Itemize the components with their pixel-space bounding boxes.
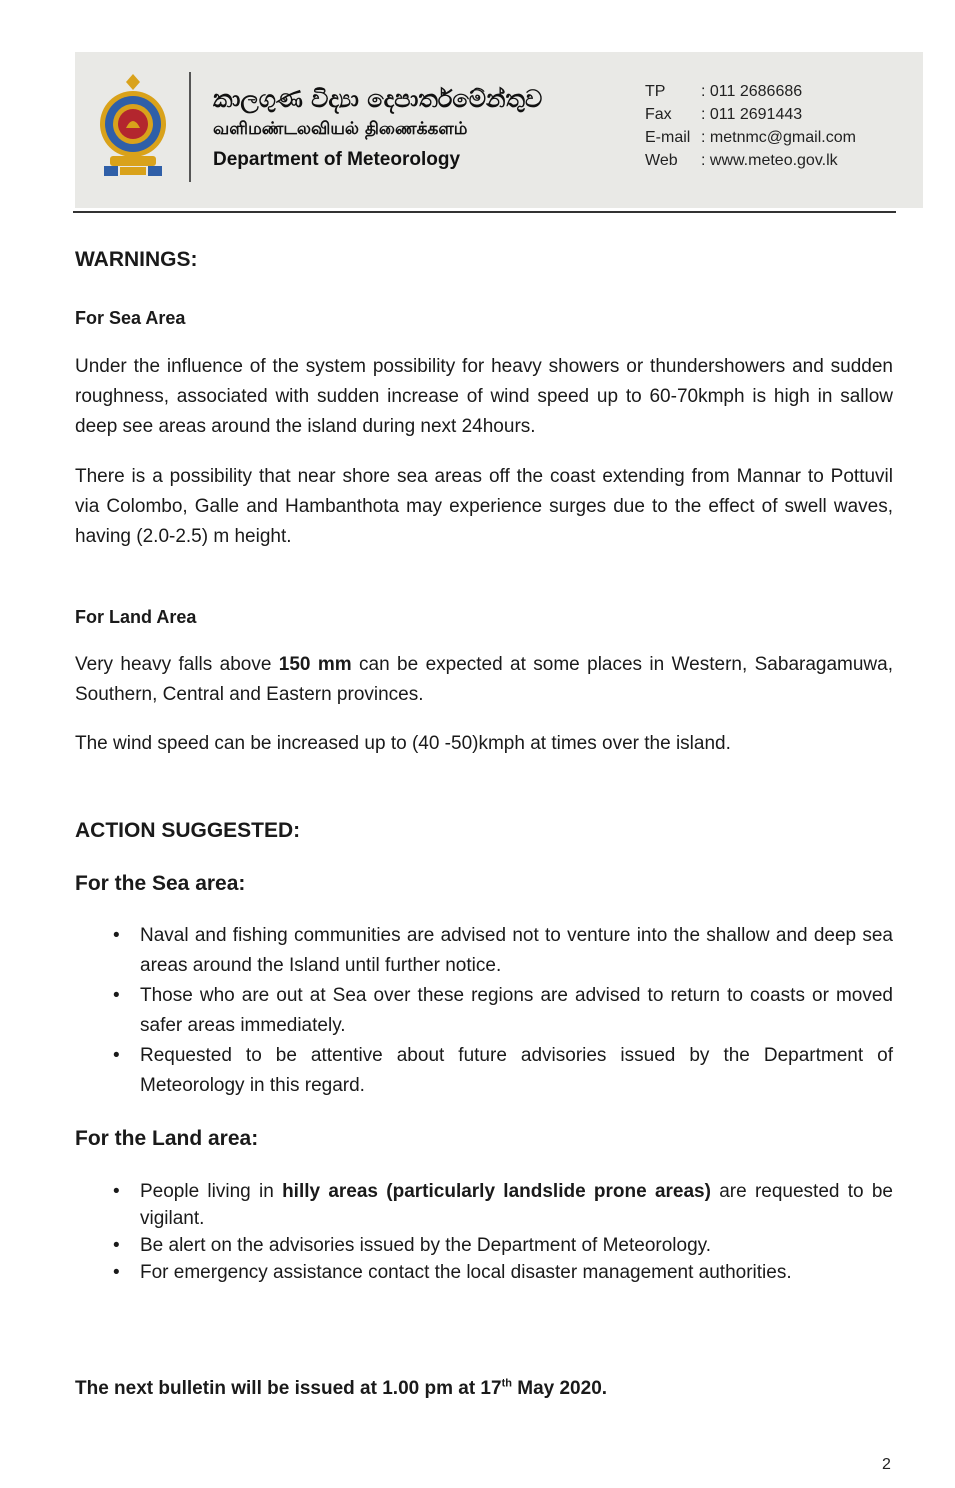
list-item: • Those who are out at Sea over these regions are advised to return to coasts or moved safer areas immediately. xyxy=(113,985,893,1036)
sea-action-heading: For the Sea area: xyxy=(75,872,246,895)
sea-warning-paragraph-1: Under the influence of the system possibility for heavy showers or thundershowers and sudden roughness, associated with sudden increase of wind speed up to 60-70kmph is high in sallow deep see areas around the island during next 24hours. xyxy=(75,356,893,437)
org-name-tamil: வளிமண்டலவியல் திணைக்களம் xyxy=(213,119,468,139)
sea-action-list xyxy=(75,921,893,1101)
land-action-list xyxy=(75,1178,893,1286)
warnings-title: WARNINGS: xyxy=(75,248,198,271)
contact-row-fax xyxy=(645,103,856,126)
next-bulletin-notice: The next bulletin will be issued at 1.00 pm at 17th May 2020. xyxy=(75,1377,608,1399)
page-number: 2 xyxy=(882,1456,891,1473)
list-item: • Requested to be attentive about future advisories issued by the Department of Meteorology in this regard. xyxy=(113,1045,893,1096)
sea-area-heading: For Sea Area xyxy=(75,308,186,328)
header-rule xyxy=(73,211,896,213)
land-action-heading: For the Land area: xyxy=(75,1127,259,1150)
land-area-heading: For Land Area xyxy=(75,607,197,627)
contact-label: Fax xyxy=(645,106,672,123)
contact-row-tp xyxy=(645,80,856,103)
contact-details xyxy=(645,80,856,172)
contact-value: : metnmc@gmail.com xyxy=(701,129,856,146)
land-warning-paragraph-2: The wind speed can be increased up to (40 -50)kmph at times over the island. xyxy=(75,733,731,754)
contact-value: : www.meteo.gov.lk xyxy=(701,152,838,169)
list-item: • Naval and fishing communities are advised not to venture into the shallow and deep sea areas around the Island until further notice. xyxy=(113,925,893,976)
sri-lanka-emblem-icon xyxy=(96,72,170,178)
organization-names xyxy=(213,84,542,174)
list-item: • Be alert on the advisories issued by the Department of Meteorology. xyxy=(113,1235,712,1256)
list-item: • People living in hilly areas (particularly landslide prone areas) are requested to be vigilant. xyxy=(113,1181,893,1229)
contact-label: TP xyxy=(645,83,666,100)
org-name-sinhala: කාලගුණ විද්‍යා දෙපාර්තමේන්තුව xyxy=(213,85,543,113)
contact-row-web xyxy=(645,149,856,172)
contact-value: : 011 2691443 xyxy=(701,106,803,123)
sea-warning-paragraph-2: There is a possibility that near shore sea areas off the coast extending from Mannar to Pottuvil via Colombo, Galle and Hambanthota may experience surges due to the effect of swell waves, having (2.0-2.5) m height. xyxy=(75,466,893,547)
contact-value: : 011 2686686 xyxy=(701,83,803,100)
contact-label: Web xyxy=(645,152,678,169)
list-item: • For emergency assistance contact the local disaster management authorities. xyxy=(113,1262,792,1283)
contact-label: E-mail xyxy=(645,129,691,146)
header-divider xyxy=(189,72,191,182)
contact-row-email xyxy=(645,126,856,149)
land-warning-paragraph-1: Very heavy falls above 150 mm can be expected at some places in Western, Sabaragamuwa, Southern, Central and Eastern provinces. xyxy=(75,654,894,705)
action-suggested-title: ACTION SUGGESTED: xyxy=(75,819,301,842)
org-name-english: Department of Meteorology xyxy=(213,149,461,170)
